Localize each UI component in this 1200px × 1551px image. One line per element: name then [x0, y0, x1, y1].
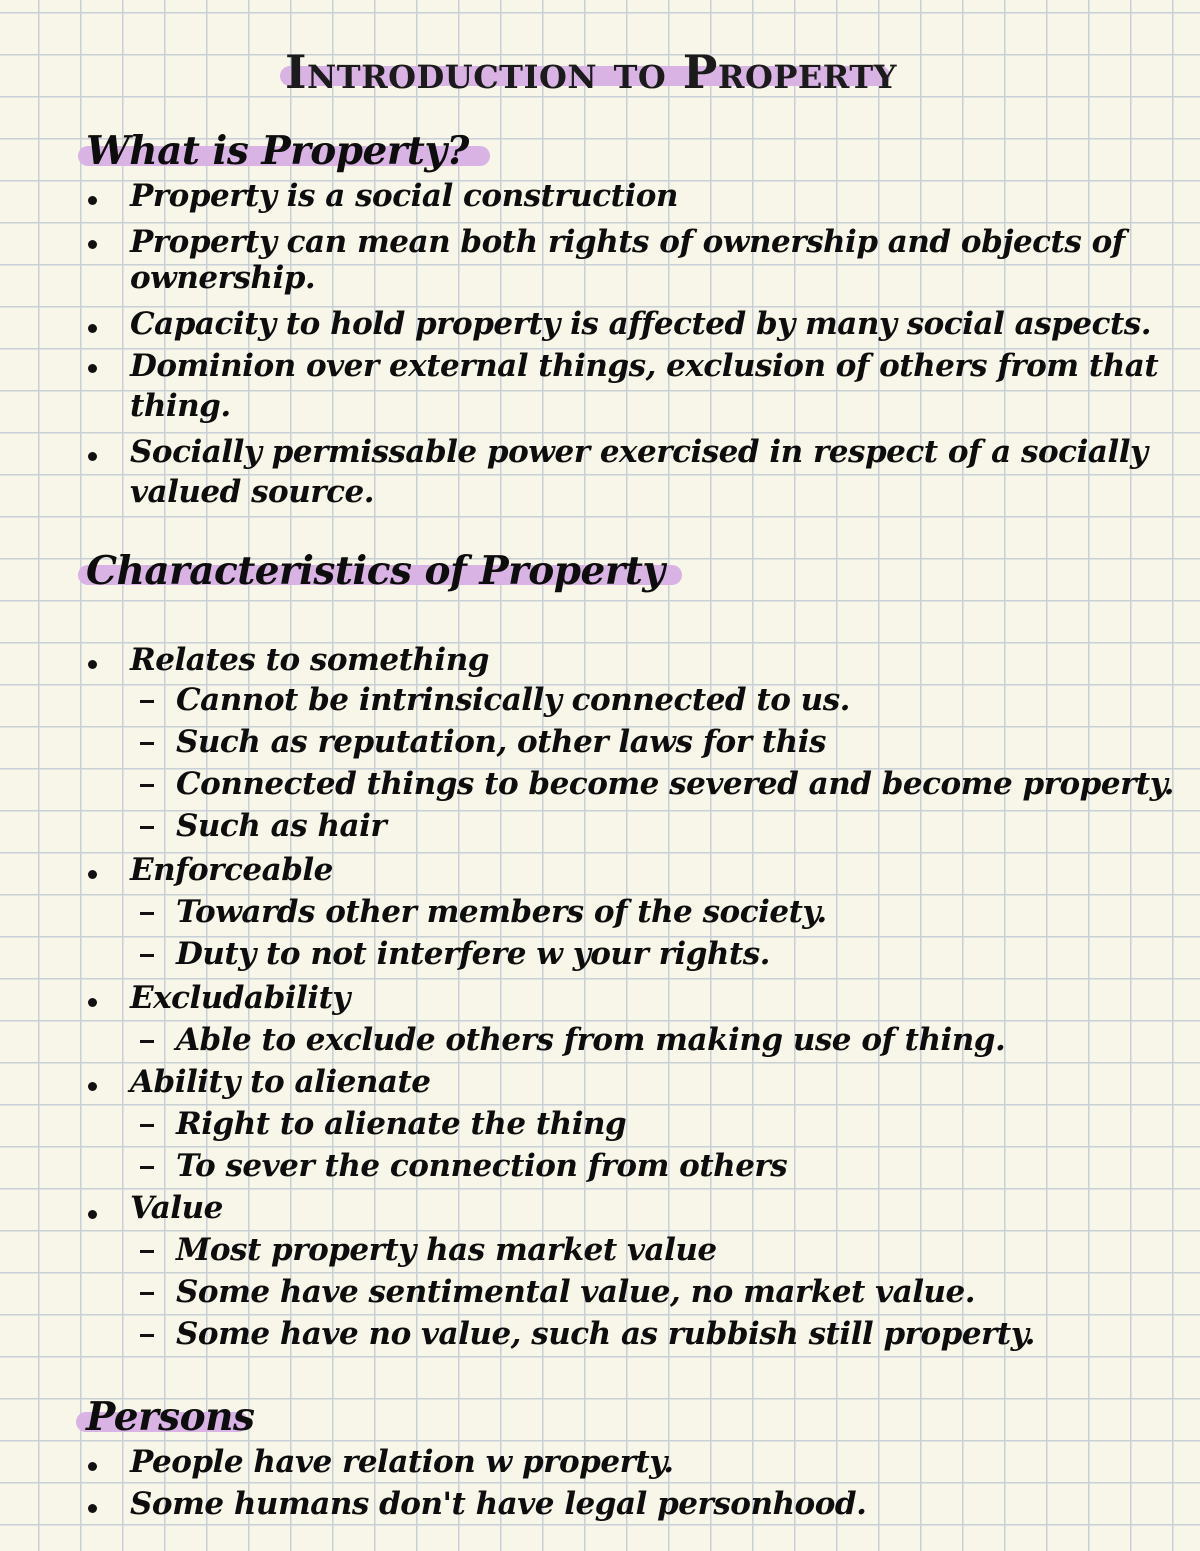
- dash: [140, 1250, 154, 1253]
- dash: [140, 1124, 154, 1127]
- list-item-text: Excludability: [130, 980, 350, 1016]
- list-item-text: Such as hair: [176, 808, 387, 844]
- list-item-text: Some have no value, such as rubbish still property.: [176, 1316, 1035, 1352]
- list-item-text: valued source.: [130, 474, 374, 510]
- bullet: [88, 1462, 97, 1471]
- sub-list-item: [0, 1104, 1200, 1144]
- list-item-text: Some have sentimental value, no market value.: [176, 1274, 976, 1310]
- list-item: [0, 978, 1200, 1018]
- list-item-text: Relates to something: [130, 642, 489, 678]
- sub-list-item: [0, 806, 1200, 846]
- list-item-text: Such as reputation, other laws for this: [176, 724, 826, 760]
- list-item-continuation: [0, 386, 1200, 426]
- section-heading-characteristics: Characteristics of Property: [86, 548, 665, 594]
- list-item-text: Right to alienate the thing: [176, 1106, 627, 1142]
- bullet: [88, 452, 97, 461]
- dash: [140, 954, 154, 957]
- list-item-text: Capacity to hold property is affected by many social aspects.: [130, 306, 1152, 342]
- dash: [140, 1166, 154, 1169]
- list-item: [0, 304, 1200, 344]
- list-item-text: Duty to not interfere w your rights.: [176, 936, 770, 972]
- section-heading-persons: Persons: [86, 1394, 255, 1440]
- list-item: [0, 222, 1200, 262]
- page-title: Introduction to Property: [285, 45, 897, 99]
- section-heading-what-is-property: What is Property?: [86, 128, 469, 174]
- bullet: [88, 240, 97, 249]
- sub-list-item: [0, 1146, 1200, 1186]
- sub-list-item: [0, 1230, 1200, 1270]
- list-item-text: To sever the connection from others: [176, 1148, 788, 1184]
- sub-list-item: [0, 1314, 1200, 1354]
- list-item-text: ownership.: [130, 260, 316, 296]
- list-item-text: Dominion over external things, exclusion of others from that: [130, 348, 1159, 384]
- list-item-continuation: [0, 472, 1200, 512]
- list-item: [0, 640, 1200, 680]
- dash: [140, 700, 154, 703]
- list-item-text: thing.: [130, 388, 231, 424]
- sub-list-item: [0, 722, 1200, 762]
- sub-list-item: [0, 1020, 1200, 1060]
- bullet: [88, 1082, 97, 1091]
- sub-list-item: [0, 1272, 1200, 1312]
- list-item-continuation: [0, 258, 1200, 298]
- list-item-text: Property can mean both rights of ownership and objects of: [130, 224, 1125, 260]
- list-item: [0, 1062, 1200, 1102]
- list-item: [0, 432, 1200, 472]
- dash: [140, 784, 154, 787]
- dash: [140, 1334, 154, 1337]
- dash: [140, 1040, 154, 1043]
- list-item: [0, 1442, 1200, 1482]
- bullet: [88, 196, 97, 205]
- bullet: [88, 324, 97, 333]
- sub-list-item: [0, 680, 1200, 720]
- dash: [140, 826, 154, 829]
- list-item-text: Value: [130, 1190, 223, 1226]
- dash: [140, 912, 154, 915]
- list-item-text: Most property has market value: [176, 1232, 717, 1268]
- bullet: [88, 660, 97, 669]
- list-item-text: Ability to alienate: [130, 1064, 431, 1100]
- bullet: [88, 870, 97, 879]
- list-item-text: People have relation w property.: [130, 1444, 674, 1480]
- list-item: [0, 1484, 1200, 1524]
- bullet: [88, 998, 97, 1007]
- bullet: [88, 1504, 97, 1513]
- dash: [140, 1292, 154, 1295]
- list-item: [0, 346, 1200, 386]
- list-item-text: Socially permissable power exercised in respect of a socially: [130, 434, 1148, 470]
- dash: [140, 742, 154, 745]
- bullet: [88, 1210, 97, 1219]
- list-item-text: Cannot be intrinsically connected to us.: [176, 682, 850, 718]
- sub-list-item: [0, 764, 1200, 804]
- list-item-text: Enforceable: [130, 852, 333, 888]
- sub-list-item: [0, 892, 1200, 932]
- list-item-text: Towards other members of the society.: [176, 894, 827, 930]
- list-item-text: Connected things to become severed and become property.: [176, 766, 1174, 802]
- list-item: [0, 850, 1200, 890]
- list-item-text: Some humans don't have legal personhood.: [130, 1486, 867, 1522]
- sub-list-item: [0, 934, 1200, 974]
- list-item: [0, 176, 1200, 216]
- list-item-text: Property is a social construction: [130, 178, 678, 214]
- bullet: [88, 364, 97, 373]
- list-item-text: Able to exclude others from making use of thing.: [176, 1022, 1006, 1058]
- list-item: [0, 1188, 1200, 1228]
